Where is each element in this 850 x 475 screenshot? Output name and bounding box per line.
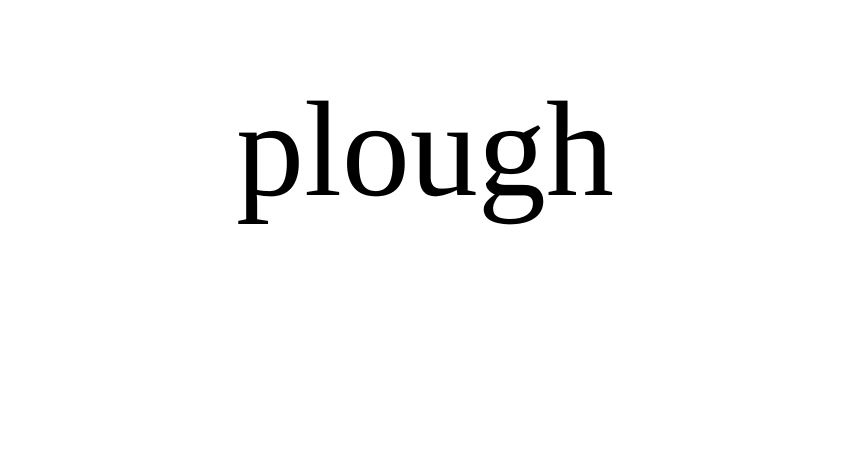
displayed-word: plough bbox=[236, 75, 614, 225]
